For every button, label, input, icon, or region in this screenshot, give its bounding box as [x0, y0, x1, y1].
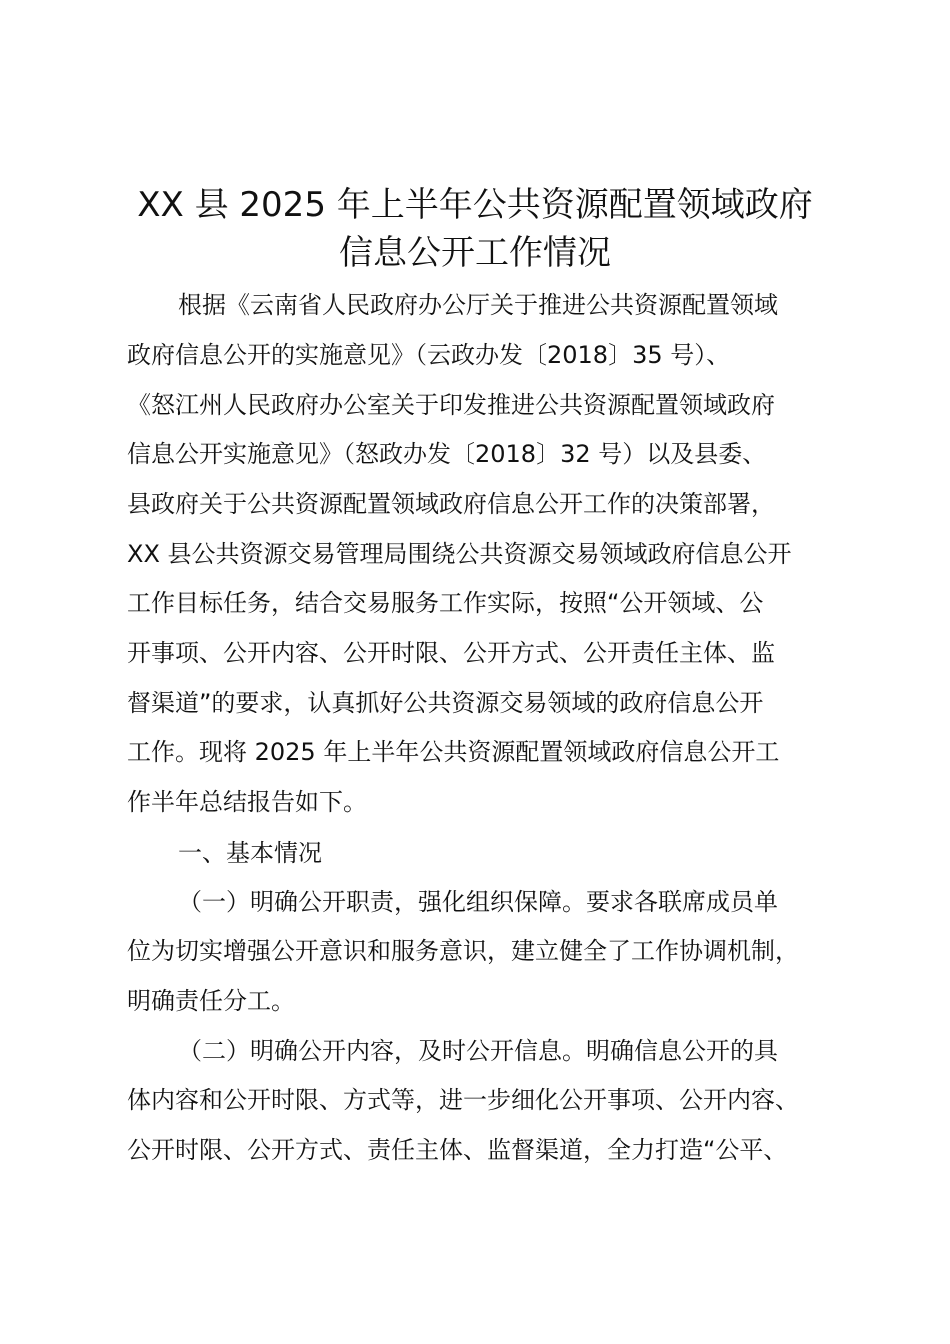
text-line: 督渠道”的要求，认真抓好公共资源交易领域的政府信息公开	[127, 689, 764, 717]
text-line: 政府信息公开的实施意见》（云政办发〔2018〕35 号）、	[127, 341, 731, 369]
text-line: 位为切实增强公开意识和服务意识，建立健全了工作协调机制，	[127, 937, 799, 965]
text-line: 体内容和公开时限、方式等，进一步细化公开事项、公开内容、	[127, 1086, 799, 1114]
text-line: （一）明确公开职责，强化组织保障。要求各联席成员单	[178, 888, 778, 916]
document-title-line-2: 信息公开工作情况	[339, 233, 611, 273]
text-line: 工作目标任务，结合交易服务工作实际，按照“公开领域、公	[127, 589, 764, 617]
text-line: XX 县公共资源交易管理局围绕公共资源交易领域政府信息公开	[127, 540, 792, 568]
text-line: 根据《云南省人民政府办公厅关于推进公共资源配置领域	[178, 291, 778, 319]
document-title-line-1: XX 县 2025 年上半年公共资源配置领域政府	[137, 185, 813, 225]
text-line: 作半年总结报告如下。	[127, 788, 367, 816]
text-line: 开事项、公开内容、公开时限、公开方式、公开责任主体、监	[127, 639, 775, 667]
text-line: 公开时限、公开方式、责任主体、监督渠道，全力打造“公平、	[127, 1136, 788, 1164]
text-line: 明确责任分工。	[127, 987, 295, 1015]
text-line: 县政府关于公共资源配置领域政府信息公开工作的决策部署，	[127, 490, 775, 518]
text-line: 工作。现将 2025 年上半年公共资源配置领域政府信息公开工	[127, 738, 780, 766]
text-line: 《怒江州人民政府办公室关于印发推进公共资源配置领域政府	[127, 391, 775, 419]
text-line: （二）明确公开内容，及时公开信息。明确信息公开的具	[178, 1037, 778, 1065]
text-line: 信息公开实施意见》（怒政办发〔2018〕32 号）以及县委、	[127, 440, 767, 468]
section-heading: 一、基本情况	[178, 839, 322, 867]
